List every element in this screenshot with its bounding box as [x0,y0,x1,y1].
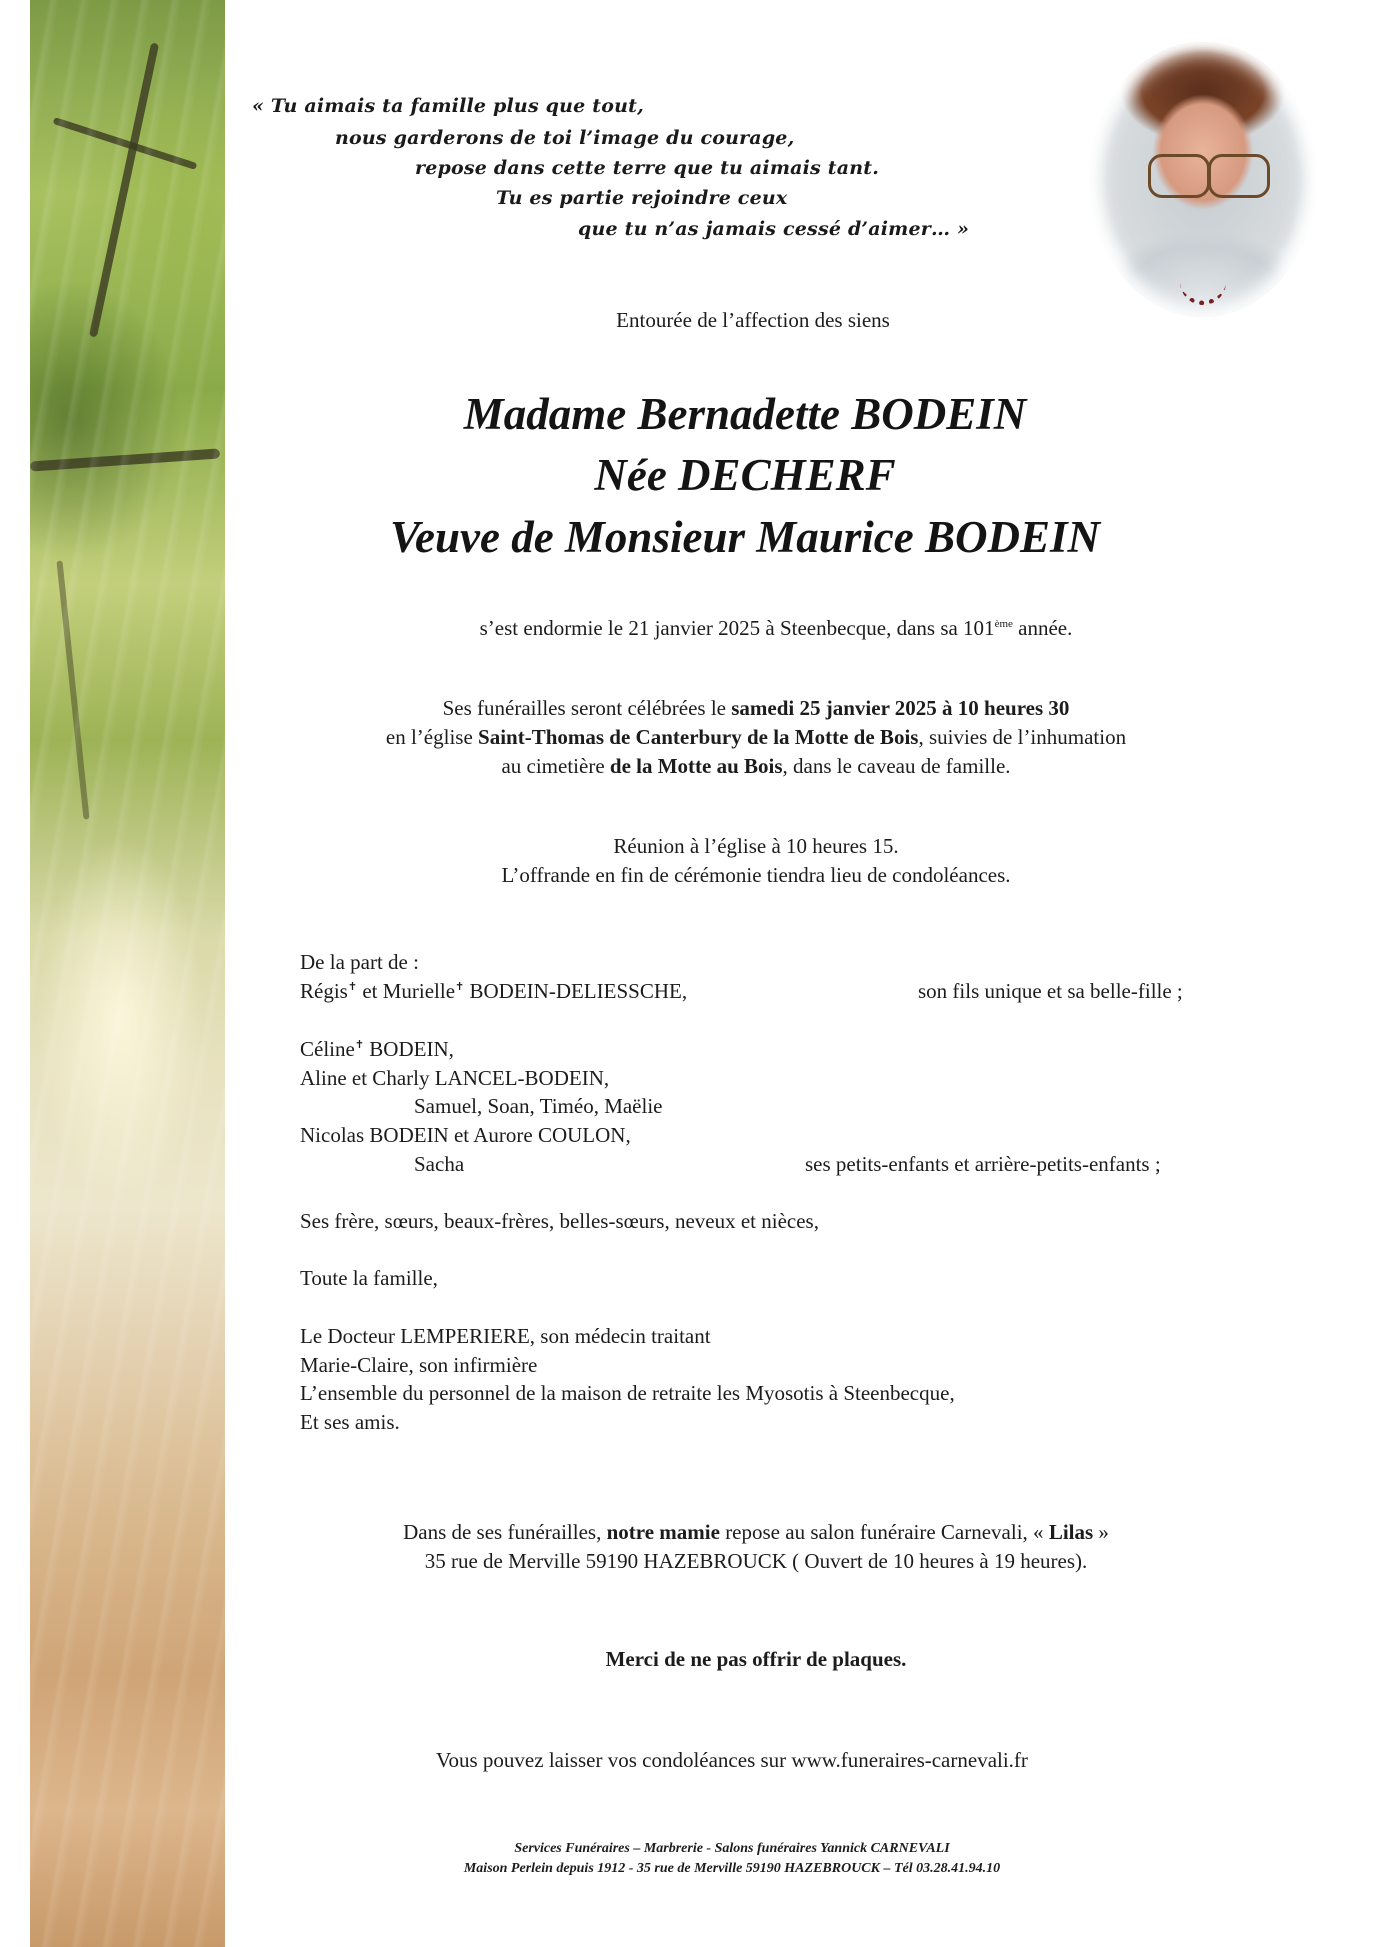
deceased-portrait [1090,42,1316,317]
intro-text: Entourée de l’affection des siens [616,308,890,332]
name-line-2: Née DECHERF [594,450,896,500]
funeral-line-2: en l’église Saint-Thomas de Canterbury de la Motte de Bois, suivies de l’inhumation [385,725,1127,749]
grandchild-2: Aline et Charly LANCEL-BODEIN, [300,1066,610,1090]
great-grandchildren-2: Sacha [414,1152,465,1176]
death-notice: s’est endormie le 21 janvier 2025 à Steenbecque, dans sa 101ème année. [479,616,1073,640]
doctor: Le Docteur LEMPERIERE, son médecin traitant [300,1324,711,1348]
great-grandchildren-1: Samuel, Soan, Timéo, Maëlie [414,1094,663,1118]
footer-line-2: Maison Perlein depuis 1912 - 35 rue de Merville 59190 HAZEBROUCK – Tél 03.28.41.94.10 [463,1861,1001,1876]
no-plaques-notice: Merci de ne pas offrir de plaques. [605,1647,907,1671]
family-intro: De la part de : [300,950,419,974]
poem-line-5: que tu n’as jamais cessé d’aimer… » [578,218,970,240]
family-son-role: son fils unique et sa belle-fille ; [918,979,1183,1003]
whole-family: Toute la famille, [300,1266,438,1290]
rest-line-2: 35 rue de Merville 59190 HAZEBROUCK ( Ouvert de 10 heures à 19 heures). [424,1549,1088,1573]
poem-line-1: « Tu aimais ta famille plus que tout, [252,95,644,117]
poem-line-3: repose dans cette terre que tu aimais tant. [415,157,880,179]
poem-line-2: nous garderons de toi l’image du courage, [335,127,795,149]
grandchild-1: Céline✝ BODEIN, [300,1037,454,1061]
footer-line-1: Services Funéraires – Marbrerie - Salons funéraires Yannick CARNEVALI [514,1841,950,1856]
care-home-staff: L’ensemble du personnel de la maison de retraite les Myosotis à Steenbecque, [300,1381,955,1405]
meeting-line-1: Réunion à l’église à 10 heures 15. [613,834,899,858]
name-line-1: Madame Bernadette BODEIN [463,389,1027,439]
friends: Et ses amis. [300,1410,400,1434]
funeral-line-3: au cimetière de la Motte au Bois, dans le caveau de famille. [501,754,1011,778]
meeting-line-2: L’offrande en fin de cérémonie tiendra lieu de condoléances. [501,863,1011,887]
grandchild-3: Nicolas BODEIN et Aurore COULON, [300,1123,631,1147]
nurse: Marie-Claire, son infirmière [300,1353,538,1377]
condolences-notice: Vous pouvez laisser vos condoléances sur www.funeraires-carnevali.fr [436,1748,1028,1772]
family-son: Régis✝ et Murielle✝ BODEIN-DELIESSCHE, [300,979,688,1003]
poem-line-4: Tu es partie rejoindre ceux [496,187,788,209]
siblings: Ses frère, sœurs, beaux-frères, belles-sœurs, neveux et nièces, [300,1209,819,1233]
grandchildren-role: ses petits-enfants et arrière-petits-enfants ; [805,1152,1161,1176]
forest-decoration [30,0,225,1947]
name-line-3: Veuve de Monsieur Maurice BODEIN [389,512,1101,562]
funeral-line-1: Ses funérailles seront célébrées le samedi 25 janvier 2025 à 10 heures 30 [442,696,1070,720]
rest-line-1: Dans de ses funérailles, notre mamie repose au salon funéraire Carnevali, « Lilas » [403,1520,1109,1544]
